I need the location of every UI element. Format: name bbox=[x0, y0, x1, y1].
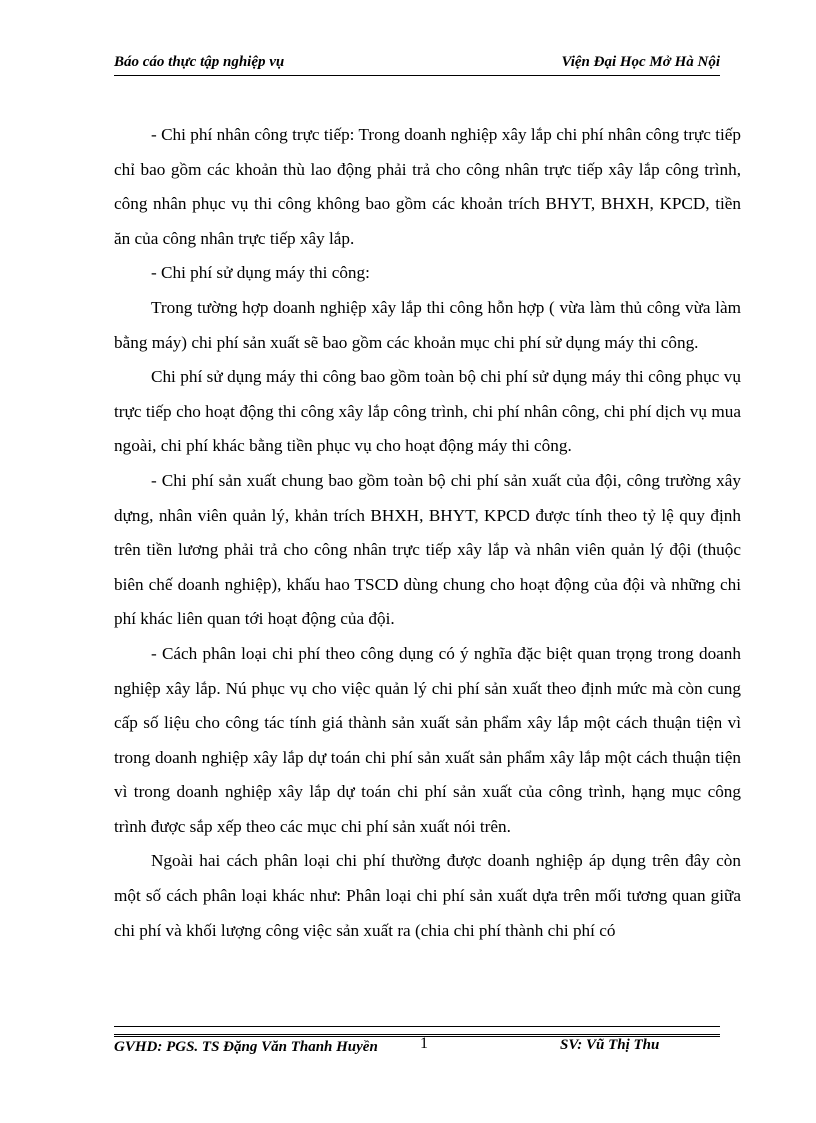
footer-supervisor: GVHD: PGS. TS Đặng Văn Thanh Huyền bbox=[114, 1039, 378, 1055]
paragraph: - Chi phí sản xuất chung bao gồm toàn bộ chi phí sản xuất của đội, công trường xây dựng, nhân viên quản lý, khản trích BHXH, BHYT, KPCD được tính theo tỷ lệ quy định trên tiền lương phải trả cho công nhân trực tiếp xây lắp và nhân viên quản lý đội (thuộc biên chế doanh nghiệp), khấu hao TSCD dùng chung cho hoạt động của đội và những chi phí khác liên quan tới hoạt động của đội. bbox=[114, 470, 741, 629]
header-institution: Viện Đại Học Mở Hà Nội bbox=[561, 54, 720, 70]
body-text bbox=[114, 118, 741, 948]
paragraph: Trong tường hợp doanh nghiệp xây lắp thi công hỗn hợp ( vừa làm thủ công vừa làm bằng máy) chi phí sản xuất sẽ bao gồm các khoản mục chi phí sử dụng máy thi công. bbox=[114, 297, 741, 352]
footer-student: SV: Vũ Thị Thu bbox=[560, 1037, 660, 1053]
header-rule bbox=[114, 75, 720, 76]
footer-rule bbox=[114, 1026, 720, 1037]
paragraph: - Chi phí sử dụng máy thi công: bbox=[151, 263, 370, 283]
page-footer bbox=[114, 1026, 720, 1076]
page-number: 1 bbox=[420, 1035, 428, 1052]
paragraph: - Cách phân loại chi phí theo công dụng có ý nghĩa đặc biệt quan trọng trong doanh nghiệp xây lắp. Nú phục vụ cho việc quản lý chi phí sản xuất theo định mức mà còn cung cấp số liệu cho công tác tính giá thành sản xuất sản phẩm xây lắp một cách thuận tiện vì trong doanh nghiệp xây lắp dự toán chi phí sản xuất sản phẩm xây lắp một cách thuận tiện vì trong doanh nghiệp xây lắp dự toán chi phí sản xuất của công trình, hạng mục công trình được sắp xếp theo các mục chi phí sản xuất nói trên. bbox=[114, 643, 741, 836]
paragraph: - Chi phí nhân công trực tiếp: Trong doanh nghiệp xây lắp chi phí nhân công trực tiếp chỉ bao gồm các khoản thù lao động phải trả cho công nhân trực tiếp xây lắp công trình, công nhân phục vụ thi công không bao gồm các khoản trích BHYT, BHXH, KPCD, tiền ăn của công nhân trực tiếp xây lắp. bbox=[114, 125, 741, 248]
paragraph: Chi phí sử dụng máy thi công bao gồm toàn bộ chi phí sử dụng máy thi công phục vụ trực tiếp cho hoạt động thi công xây lắp công trình, chi phí nhân công, chi phí dịch vụ mua ngoài, chi phí khác bằng tiền phục vụ cho hoạt động máy thi công. bbox=[114, 367, 741, 456]
page-header bbox=[114, 52, 720, 78]
header-report-title: Báo cáo thực tập nghiệp vụ bbox=[114, 54, 285, 70]
paragraph: Ngoài hai cách phân loại chi phí thường được doanh nghiệp áp dụng trên đây còn một số cách phân loại khác như: Phân loại chi phí sản xuất dựa trên mối tương quan giữa chi phí và khối lượng công việc sản xuất ra (chia chi phí thành chi phí có bbox=[114, 851, 741, 940]
